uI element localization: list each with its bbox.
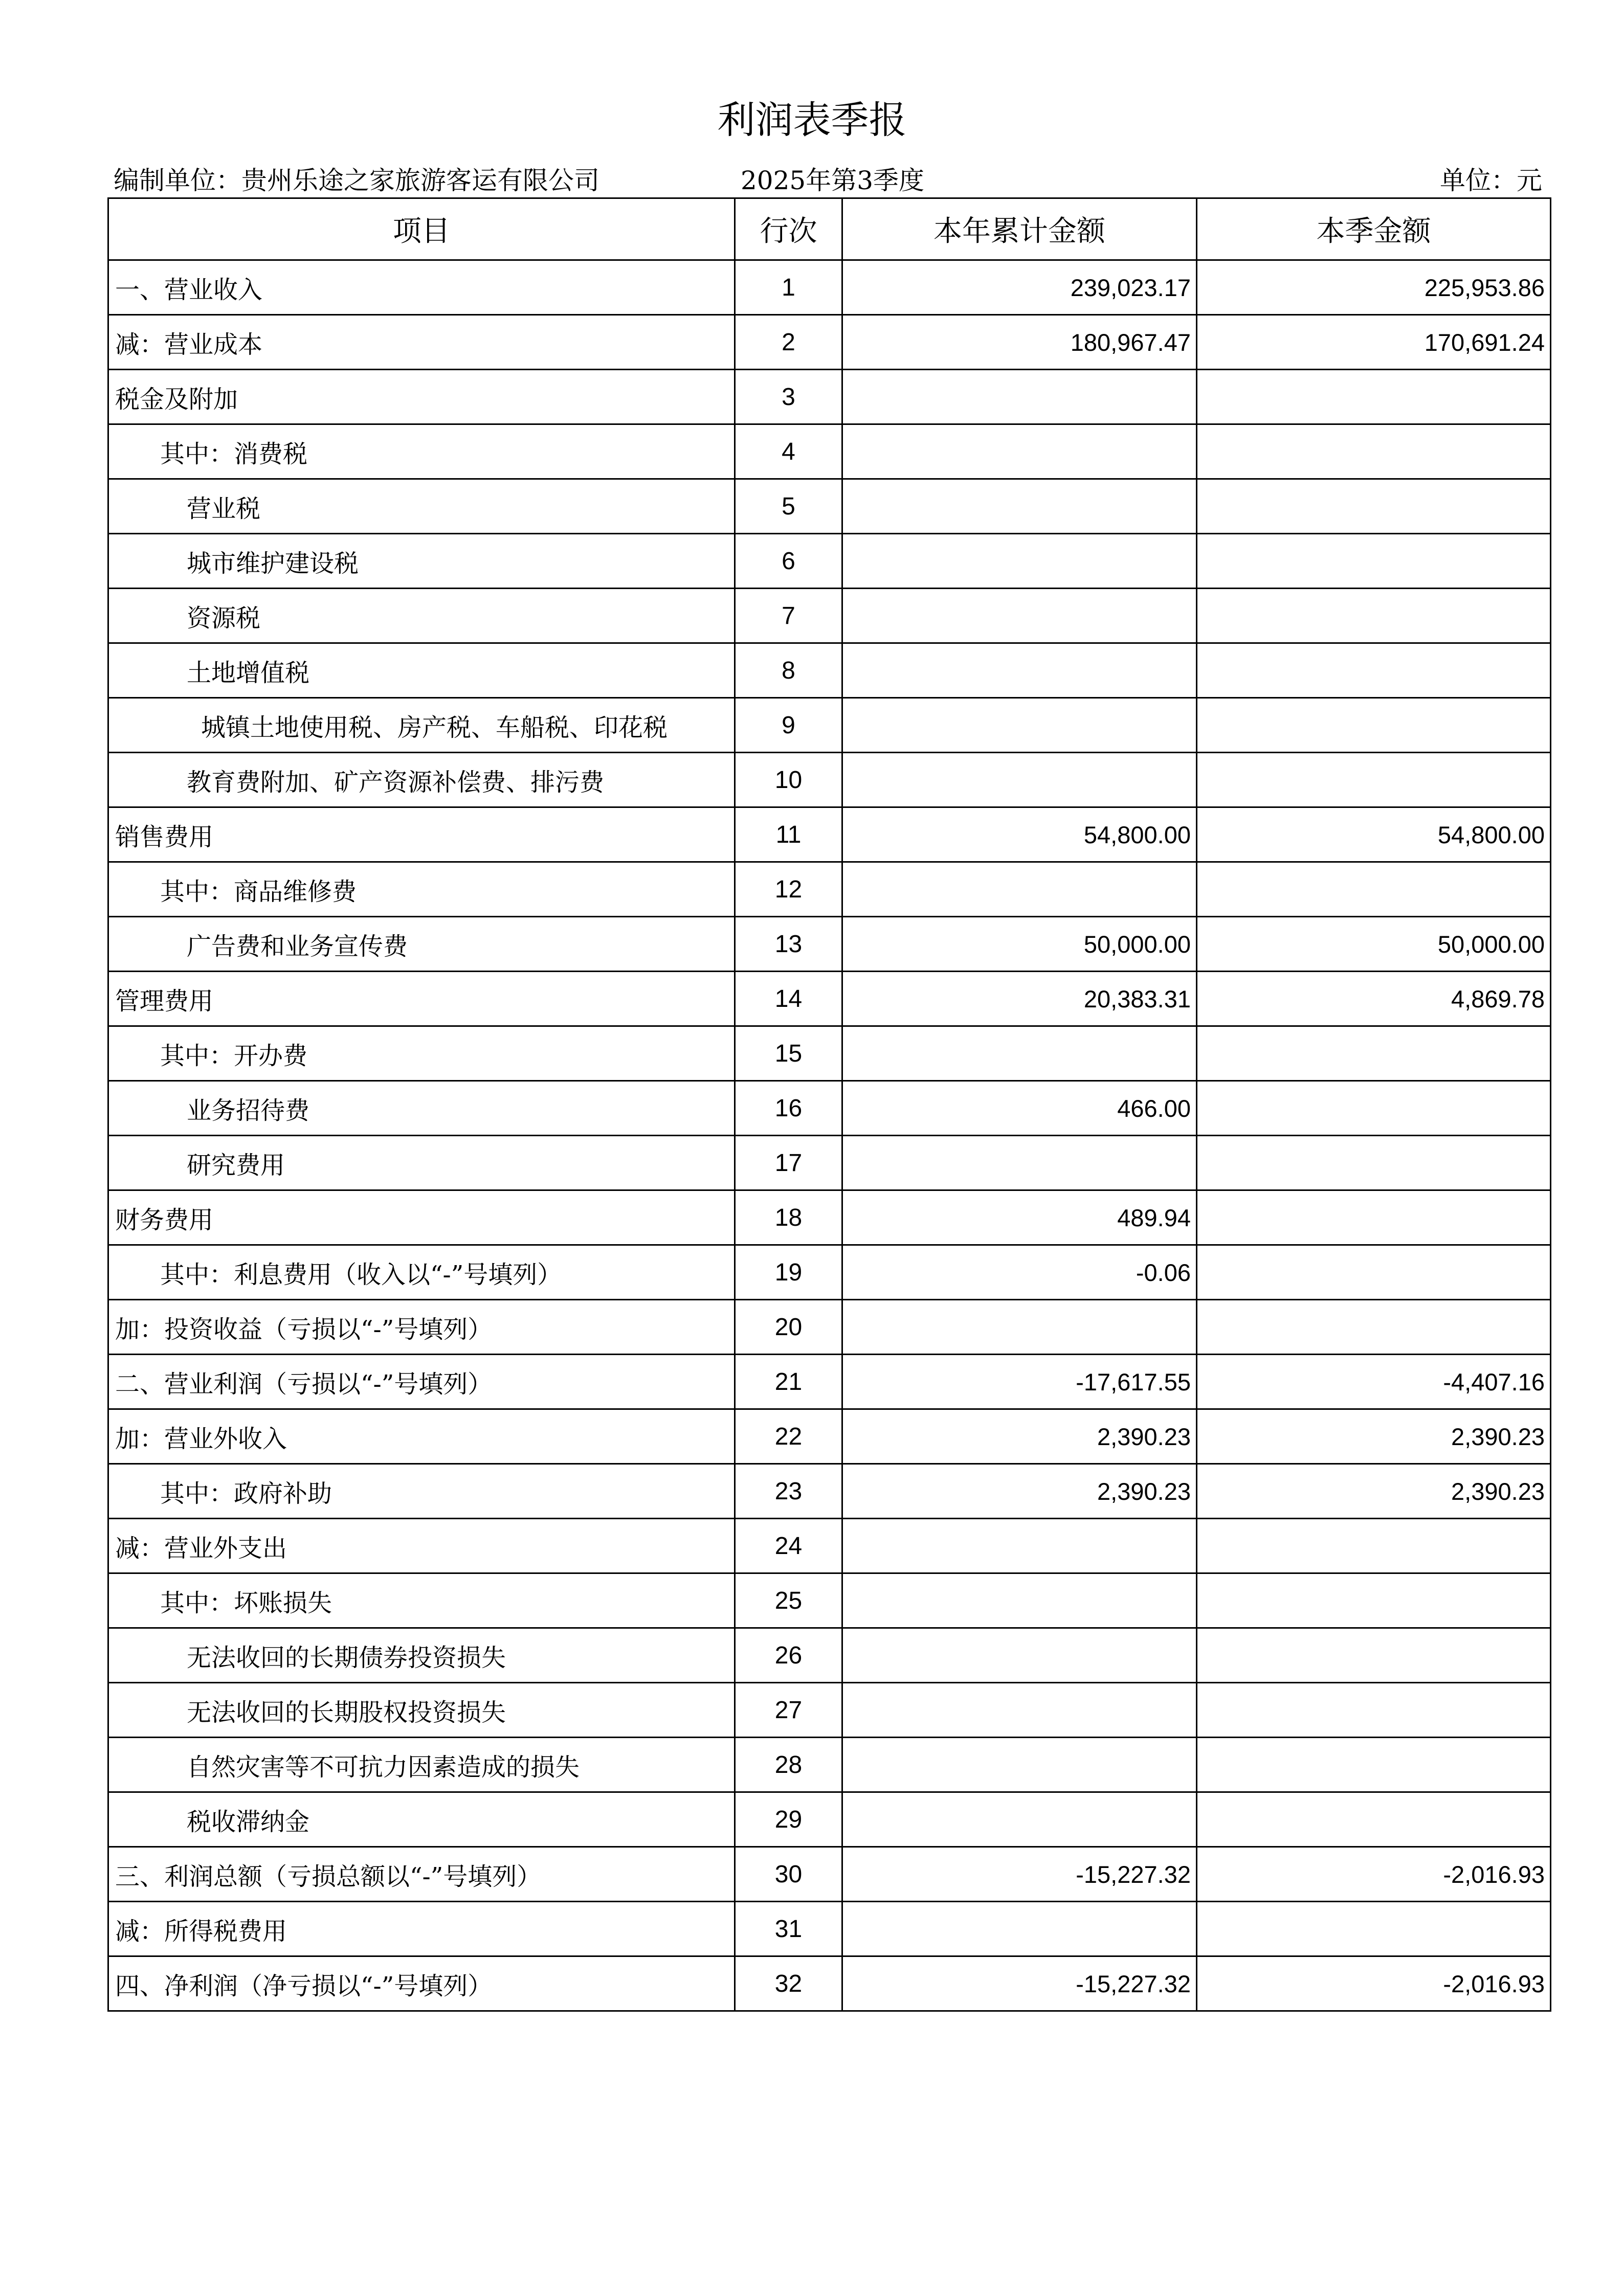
table-row [108, 1409, 1551, 1464]
table-row [108, 1628, 1551, 1683]
table-row [108, 1683, 1551, 1738]
row-item-label: 减：所得税费用 [108, 1902, 735, 1956]
row-ytd-amount: 489.94 [842, 1190, 1197, 1245]
column-header-quarter-amount: 本季金额 [1197, 198, 1551, 260]
income-statement-table [107, 197, 1551, 2012]
row-ytd-amount: 20,383.31 [842, 972, 1197, 1026]
table-row [108, 807, 1551, 862]
row-line-number: 25 [735, 1573, 842, 1628]
row-item-label: 销售费用 [108, 807, 735, 862]
row-ytd-amount [842, 862, 1197, 917]
row-item-label: 财务费用 [108, 1190, 735, 1245]
row-line-number: 14 [735, 972, 842, 1026]
row-ytd-amount [842, 1136, 1197, 1190]
row-quarter-amount: -4,407.16 [1197, 1355, 1551, 1409]
row-line-number: 6 [735, 534, 842, 589]
row-ytd-amount: -17,617.55 [842, 1355, 1197, 1409]
row-ytd-amount [842, 370, 1197, 424]
table-row [108, 1081, 1551, 1136]
row-item-label: 管理费用 [108, 972, 735, 1026]
row-item-label: 其中：消费税 [108, 424, 735, 479]
row-ytd-amount [842, 424, 1197, 479]
row-quarter-amount [1197, 1573, 1551, 1628]
row-item-label: 减：营业成本 [108, 315, 735, 370]
row-quarter-amount: -2,016.93 [1197, 1956, 1551, 2011]
row-line-number: 29 [735, 1792, 842, 1847]
table-row [108, 479, 1551, 534]
table-row [108, 1902, 1551, 1956]
row-line-number: 31 [735, 1902, 842, 1956]
row-item-label: 教育费附加、矿产资源补偿费、排污费 [108, 753, 735, 807]
row-ytd-amount: 180,967.47 [842, 315, 1197, 370]
row-line-number: 7 [735, 589, 842, 643]
row-quarter-amount [1197, 1738, 1551, 1792]
row-quarter-amount [1197, 1245, 1551, 1300]
row-item-label: 税金及附加 [108, 370, 735, 424]
table-row [108, 1956, 1551, 2011]
row-item-label: 研究费用 [108, 1136, 735, 1190]
row-ytd-amount [842, 1026, 1197, 1081]
row-line-number: 13 [735, 917, 842, 972]
row-quarter-amount: 50,000.00 [1197, 917, 1551, 972]
row-item-label: 减：营业外支出 [108, 1519, 735, 1573]
row-item-label: 四、净利润（净亏损以“-”号填列） [108, 1956, 735, 2011]
row-item-label: 资源税 [108, 589, 735, 643]
row-ytd-amount [842, 1519, 1197, 1573]
row-item-label: 无法收回的长期股权投资损失 [108, 1683, 735, 1738]
row-line-number: 15 [735, 1026, 842, 1081]
row-ytd-amount: -0.06 [842, 1245, 1197, 1300]
row-ytd-amount: 50,000.00 [842, 917, 1197, 972]
row-item-label: 其中：商品维修费 [108, 862, 735, 917]
row-quarter-amount: -2,016.93 [1197, 1847, 1551, 1902]
row-item-label: 加：营业外收入 [108, 1409, 735, 1464]
row-line-number: 20 [735, 1300, 842, 1355]
row-item-label: 其中：利息费用（收入以“-”号填列） [108, 1245, 735, 1300]
row-line-number: 2 [735, 315, 842, 370]
row-quarter-amount [1197, 698, 1551, 753]
row-quarter-amount [1197, 479, 1551, 534]
table-row [108, 917, 1551, 972]
row-item-label: 二、营业利润（亏损以“-”号填列） [108, 1355, 735, 1409]
row-quarter-amount [1197, 370, 1551, 424]
table-row [108, 1190, 1551, 1245]
row-ytd-amount: 466.00 [842, 1081, 1197, 1136]
row-ytd-amount [842, 1573, 1197, 1628]
row-item-label: 加：投资收益（亏损以“-”号填列） [108, 1300, 735, 1355]
table-row [108, 1519, 1551, 1573]
row-line-number: 16 [735, 1081, 842, 1136]
table-header-row [108, 198, 1551, 260]
row-quarter-amount [1197, 753, 1551, 807]
row-ytd-amount [842, 1738, 1197, 1792]
row-quarter-amount: 4,869.78 [1197, 972, 1551, 1026]
row-line-number: 18 [735, 1190, 842, 1245]
row-item-label: 营业税 [108, 479, 735, 534]
row-line-number: 17 [735, 1136, 842, 1190]
row-ytd-amount: -15,227.32 [842, 1847, 1197, 1902]
row-item-label: 其中：政府补助 [108, 1464, 735, 1519]
table-row [108, 698, 1551, 753]
table-row [108, 1026, 1551, 1081]
row-line-number: 4 [735, 424, 842, 479]
row-ytd-amount [842, 589, 1197, 643]
row-item-label: 税收滞纳金 [108, 1792, 735, 1847]
row-ytd-amount [842, 534, 1197, 589]
row-quarter-amount [1197, 424, 1551, 479]
currency-unit: 单位：元 [1440, 166, 1542, 195]
row-quarter-amount [1197, 1190, 1551, 1245]
row-line-number: 8 [735, 643, 842, 698]
row-quarter-amount: 170,691.24 [1197, 315, 1551, 370]
row-line-number: 1 [735, 260, 842, 315]
table-row [108, 1738, 1551, 1792]
row-quarter-amount [1197, 1902, 1551, 1956]
row-quarter-amount [1197, 1081, 1551, 1136]
table-row [108, 589, 1551, 643]
row-line-number: 3 [735, 370, 842, 424]
row-ytd-amount: 54,800.00 [842, 807, 1197, 862]
row-quarter-amount [1197, 1136, 1551, 1190]
row-line-number: 11 [735, 807, 842, 862]
row-ytd-amount [842, 698, 1197, 753]
row-ytd-amount [842, 1300, 1197, 1355]
row-quarter-amount [1197, 862, 1551, 917]
row-item-label: 土地增值税 [108, 643, 735, 698]
row-item-label: 城市维护建设税 [108, 534, 735, 589]
row-line-number: 28 [735, 1738, 842, 1792]
row-line-number: 23 [735, 1464, 842, 1519]
row-item-label: 其中：开办费 [108, 1026, 735, 1081]
row-ytd-amount [842, 1792, 1197, 1847]
row-item-label: 其中：坏账损失 [108, 1573, 735, 1628]
row-ytd-amount [842, 1628, 1197, 1683]
table-row [108, 370, 1551, 424]
row-line-number: 21 [735, 1355, 842, 1409]
row-quarter-amount [1197, 589, 1551, 643]
row-line-number: 24 [735, 1519, 842, 1573]
reporting-entity: 编制单位：贵州乐途之家旅游客运有限公司 [114, 166, 599, 195]
column-header-line-no: 行次 [735, 198, 842, 260]
table-row [108, 1464, 1551, 1519]
row-line-number: 10 [735, 753, 842, 807]
row-line-number: 19 [735, 1245, 842, 1300]
row-line-number: 27 [735, 1683, 842, 1738]
row-ytd-amount [842, 643, 1197, 698]
row-quarter-amount [1197, 1628, 1551, 1683]
row-line-number: 22 [735, 1409, 842, 1464]
row-item-label: 无法收回的长期债券投资损失 [108, 1628, 735, 1683]
row-ytd-amount [842, 753, 1197, 807]
row-quarter-amount [1197, 1026, 1551, 1081]
row-line-number: 26 [735, 1628, 842, 1683]
row-line-number: 9 [735, 698, 842, 753]
row-line-number: 12 [735, 862, 842, 917]
row-ytd-amount [842, 479, 1197, 534]
table-row [108, 643, 1551, 698]
row-item-label: 三、利润总额（亏损总额以“-”号填列） [108, 1847, 735, 1902]
table-row [108, 1355, 1551, 1409]
row-ytd-amount: 2,390.23 [842, 1409, 1197, 1464]
row-item-label: 广告费和业务宣传费 [108, 917, 735, 972]
row-ytd-amount: 239,023.17 [842, 260, 1197, 315]
row-line-number: 5 [735, 479, 842, 534]
report-title: 利润表季报 [717, 98, 907, 142]
table-row [108, 1792, 1551, 1847]
table-row [108, 1245, 1551, 1300]
table-row [108, 1847, 1551, 1902]
row-quarter-amount: 2,390.23 [1197, 1409, 1551, 1464]
row-ytd-amount: -15,227.32 [842, 1956, 1197, 2011]
row-ytd-amount [842, 1902, 1197, 1956]
table-row [108, 315, 1551, 370]
table-row [108, 260, 1551, 315]
report-period: 2025年第3季度 [741, 166, 925, 195]
row-ytd-amount [842, 1683, 1197, 1738]
table-row [108, 862, 1551, 917]
row-quarter-amount [1197, 1300, 1551, 1355]
row-item-label: 城镇土地使用税、房产税、车船税、印花税 [108, 698, 735, 753]
row-quarter-amount: 54,800.00 [1197, 807, 1551, 862]
row-line-number: 32 [735, 1956, 842, 2011]
row-item-label: 自然灾害等不可抗力因素造成的损失 [108, 1738, 735, 1792]
row-item-label: 业务招待费 [108, 1081, 735, 1136]
row-quarter-amount [1197, 1519, 1551, 1573]
column-header-item: 项目 [108, 198, 735, 260]
table-row [108, 753, 1551, 807]
table-row [108, 972, 1551, 1026]
table-row [108, 1300, 1551, 1355]
row-quarter-amount: 225,953.86 [1197, 260, 1551, 315]
table-row [108, 534, 1551, 589]
table-row [108, 1573, 1551, 1628]
column-header-ytd-amount: 本年累计金额 [842, 198, 1197, 260]
row-quarter-amount [1197, 1792, 1551, 1847]
row-ytd-amount: 2,390.23 [842, 1464, 1197, 1519]
row-quarter-amount [1197, 534, 1551, 589]
row-quarter-amount: 2,390.23 [1197, 1464, 1551, 1519]
table-row [108, 424, 1551, 479]
row-line-number: 30 [735, 1847, 842, 1902]
table-row [108, 1136, 1551, 1190]
row-item-label: 一、营业收入 [108, 260, 735, 315]
row-quarter-amount [1197, 1683, 1551, 1738]
row-quarter-amount [1197, 643, 1551, 698]
